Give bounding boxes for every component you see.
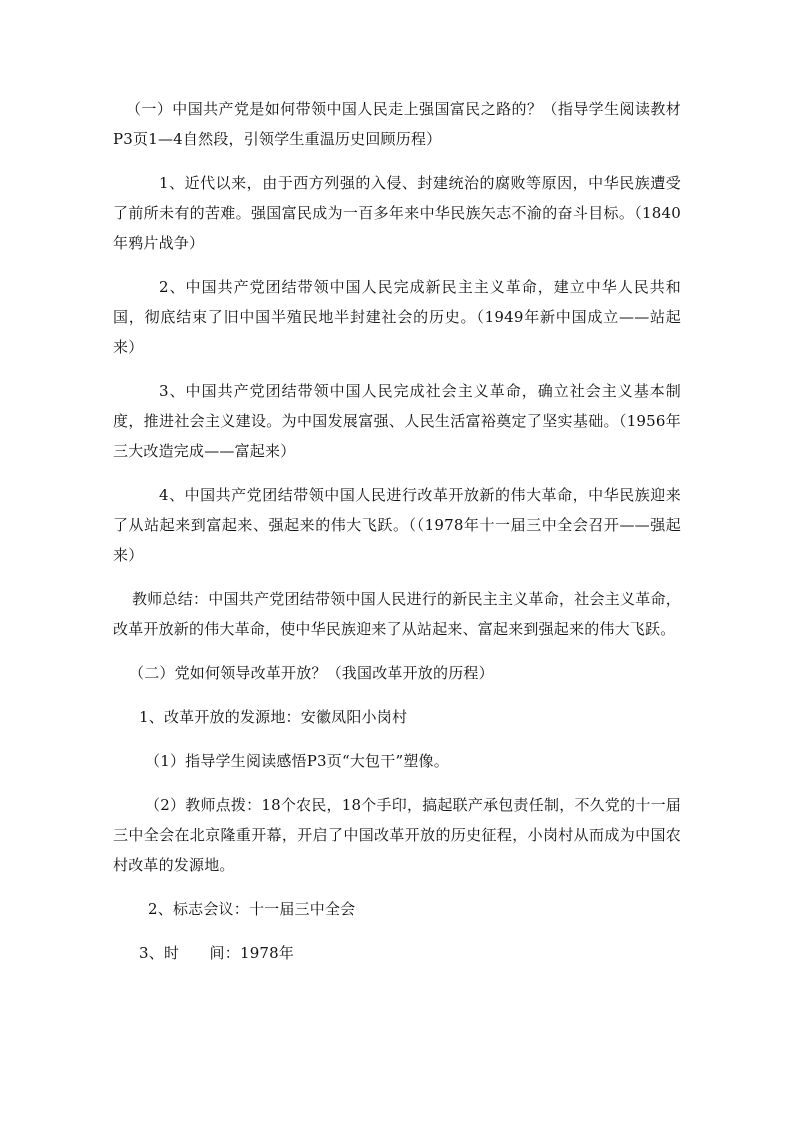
paragraph-point-2: 2、中国共产党团结带领中国人民完成新民主主义革命，建立中华人民共和国，彻底结束了旧中国半殖民地半封建社会的历史。（1949年新中国成立——站起来） bbox=[113, 278, 681, 356]
sub-item-2: （2）教师点拨：18个农民，18个手印，搞起联产承包责任制，不久党的十一届三中全会在北京隆重开幕，开启了中国改革开放的历史征程，小岗村从而成为中国农村改革的发源地。 bbox=[113, 796, 681, 874]
section-heading-1: （一）中国共产党是如何带领中国人民走上强国富民之路的？（指导学生阅读教材P3页1—4自然段，引领学生重温历史回顾历程） bbox=[113, 100, 681, 148]
item-meeting: 2、标志会议：十一届三中全会 bbox=[148, 900, 356, 918]
document-body bbox=[113, 94, 681, 982]
item-time: 3、时 间：1978年 bbox=[139, 944, 295, 962]
section-heading-2: （二）党如何领导改革开放？（我国改革开放的历程） bbox=[129, 664, 494, 682]
paragraph-point-1: 1、近代以来，由于西方列强的入侵、封建统治的腐败等原因，中华民族遭受了前所未有的苦难。强国富民成为一百多年来中华民族矢志不渝的奋斗目标。（1840年鸦片战争） bbox=[113, 174, 681, 252]
sub-item-1: （1）指导学生阅读感悟P3页“大包干”塑像。 bbox=[145, 752, 449, 770]
paragraph-point-3: 3、中国共产党团结带领中国人民完成社会主义革命，确立社会主义基本制度，推进社会主义建设。为中国发展富强、人民生活富裕奠定了坚实基础。（1956年三大改造完成——富起来） bbox=[113, 382, 681, 460]
paragraph-point-4: 4、中国共产党团结带领中国人民进行改革开放新的伟大革命，中华民族迎来了从站起来到富起来、强起来的伟大飞跃。（（1978年十一届三中全会召开——强起来） bbox=[113, 486, 681, 564]
item-origin: 1、改革开放的发源地：安徽凤阳小岗村 bbox=[139, 708, 408, 726]
teacher-summary: 教师总结：中国共产党团结带领中国人民进行的新民主主义革命，社会主义革命，改革开放新的伟大革命，使中华民族迎来了从站起来、富起来到强起来的伟大飞跃。 bbox=[113, 590, 681, 638]
